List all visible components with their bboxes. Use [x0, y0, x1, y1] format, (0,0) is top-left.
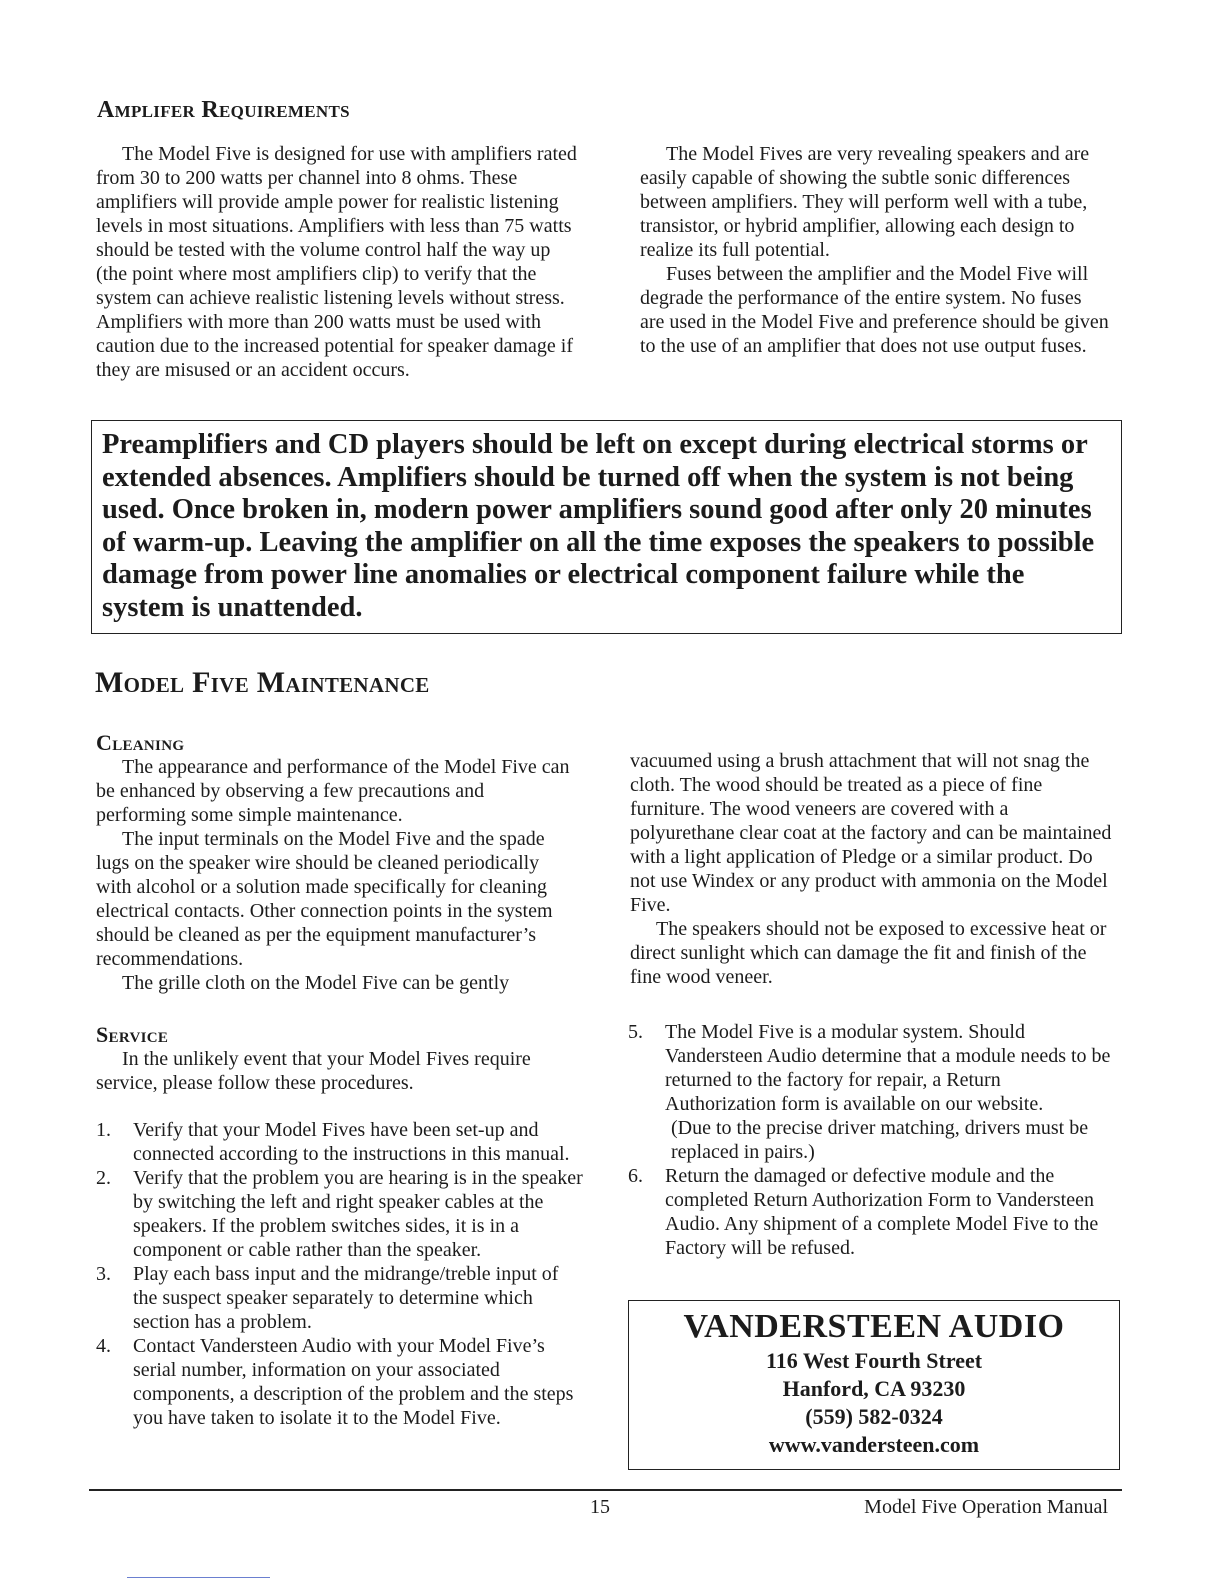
- step-text: The Model Five is a modular system. Should Vandersteen Audio determine that a module needs to be returned to the factory for repair, a Return Authorization form is available on our website.: [665, 1021, 1111, 1115]
- step-number: 2.: [96, 1167, 111, 1189]
- list-item: [96, 1118, 586, 1166]
- cleaning-left-column: [96, 755, 576, 995]
- cleaning-paragraph-wood: vacuumed using a brush attachment that will not snag the cloth. The wood should be treated as a piece of fine furniture. The wood veneers are covered with a polyurethane clear coat at the factory and can be maintained with a light application of Pledge or a similar product. Do not use Windex or any product with ammonia on the Model Five.: [630, 750, 1112, 916]
- step-number: 3.: [96, 1263, 111, 1285]
- cleaning-paragraph-terminals: The input terminals on the Model Five and the spade lugs on the speaker wire should be cleaned periodically with alcohol or a solution made specifically for cleaning electrical contacts. Other connection points in the system should be cleaned as per the equipment manufacturer’s recommendations.: [96, 828, 553, 970]
- service-steps-right: [628, 1020, 1112, 1260]
- step-number: 4.: [96, 1335, 111, 1357]
- warning-box: [91, 420, 1122, 634]
- cleaning-paragraph-grille: The grille cloth on the Model Five can be gently: [122, 972, 510, 994]
- step-number: 6.: [628, 1165, 643, 1187]
- scan-edge-line: [127, 1577, 270, 1578]
- manual-title: Model Five Operation Manual: [864, 1496, 1108, 1518]
- section-heading-amplifier: Amplifer Requirements: [97, 97, 350, 123]
- list-item: [96, 1262, 586, 1334]
- step-number: 1.: [96, 1119, 111, 1141]
- section-heading-maintenance: Model Five Maintenance: [95, 666, 430, 699]
- address-city: Hanford, CA 93230: [782, 1376, 966, 1401]
- list-item: [96, 1166, 586, 1262]
- subheading-cleaning: Cleaning: [96, 730, 185, 755]
- list-item: [628, 1020, 1112, 1164]
- step-note: (Due to the precise driver matching, drivers must be replaced in pairs.): [671, 1117, 1089, 1163]
- step-text: Verify that the problem you are hearing is in the speaker by switching the left and right speaker cables at the speakers. If the problem switches sides, it is in a component or cable rather than the speaker.: [133, 1167, 583, 1261]
- page-number: 15: [590, 1496, 610, 1518]
- footer-rule: [89, 1489, 1122, 1491]
- cleaning-paragraph-heat: The speakers should not be exposed to excessive heat or direct sunlight which can damage the fit and finish of the fine wood veneer.: [630, 918, 1107, 988]
- cleaning-right-column: [630, 749, 1112, 989]
- company-name: VANDERSTEEN AUDIO: [683, 1308, 1065, 1345]
- step-text: Contact Vandersteen Audio with your Model Five’s serial number, information on your associated components, a description of the problem and the steps you have taken to isolate it to the Model Five.: [133, 1335, 574, 1429]
- step-text: Play each bass input and the midrange/treble input of the suspect speaker separately to determine which section has a problem.: [133, 1263, 559, 1333]
- amplifier-left-column: [96, 142, 586, 382]
- amplifier-paragraph-revealing: The Model Fives are very revealing speakers and are easily capable of showing the subtle sonic differences between amplifiers. They will perform well with a tube, transistor, or hybrid amplifier, allowing each design to realize its full potential.: [640, 143, 1090, 261]
- cleaning-paragraph-appearance: The appearance and performance of the Model Five can be enhanced by observing a few precautions and performing some simple maintenance.: [96, 756, 570, 826]
- address-website[interactable]: www.vandersteen.com: [768, 1432, 980, 1457]
- list-item: [628, 1164, 1112, 1260]
- subheading-service: Service: [96, 1022, 169, 1047]
- list-item: [96, 1334, 586, 1430]
- step-number: 5.: [628, 1021, 643, 1043]
- service-intro-block: [96, 1047, 582, 1095]
- amplifier-paragraph-fuses: Fuses between the amplifier and the Model Five will degrade the performance of the entire system. No fuses are used in the Model Five and preference should be given to the use of an amplifier that does not use output fuses.: [640, 263, 1109, 357]
- service-steps-left: [96, 1118, 586, 1430]
- warning-text: Preamplifiers and CD players should be left on except during electrical storms or extended absences. Amplifiers should be turned off when the system is not being used. Once broken in, modern power amplifiers sound good after only 20 minutes of warm-up. Leaving the amplifier on all the time exposes the speakers to possible damage from power line anomalies or electrical component failure while the system is unattended.: [102, 429, 1095, 623]
- amplifier-right-column: [640, 142, 1110, 358]
- address-phone: (559) 582-0324: [805, 1404, 943, 1429]
- amplifier-paragraph: The Model Five is designed for use with amplifiers rated from 30 to 200 watts per channel into 8 ohms. These amplifiers will provide ample power for realistic listening levels in most situations. Amplifiers with less than 75 watts should be tested with the volume control half the way up (the point where most amplifiers clip) to verify that the system can achieve realistic listening levels without stress. Amplifiers with more than 200 watts must be used with caution due to the increased potential for speaker damage if they are misused or an accident occurs.: [96, 143, 577, 381]
- step-text: Return the damaged or defective module and the completed Return Authorization Form to Vandersteen Audio. Any shipment of a complete Model Five to the Factory will be refused.: [665, 1165, 1099, 1259]
- address-box: [628, 1300, 1120, 1470]
- service-intro: In the unlikely event that your Model Fives require service, please follow these procedures.: [96, 1048, 531, 1094]
- step-text: Verify that your Model Fives have been set-up and connected according to the instructions in this manual.: [133, 1119, 570, 1165]
- address-street: 116 West Fourth Street: [765, 1348, 983, 1373]
